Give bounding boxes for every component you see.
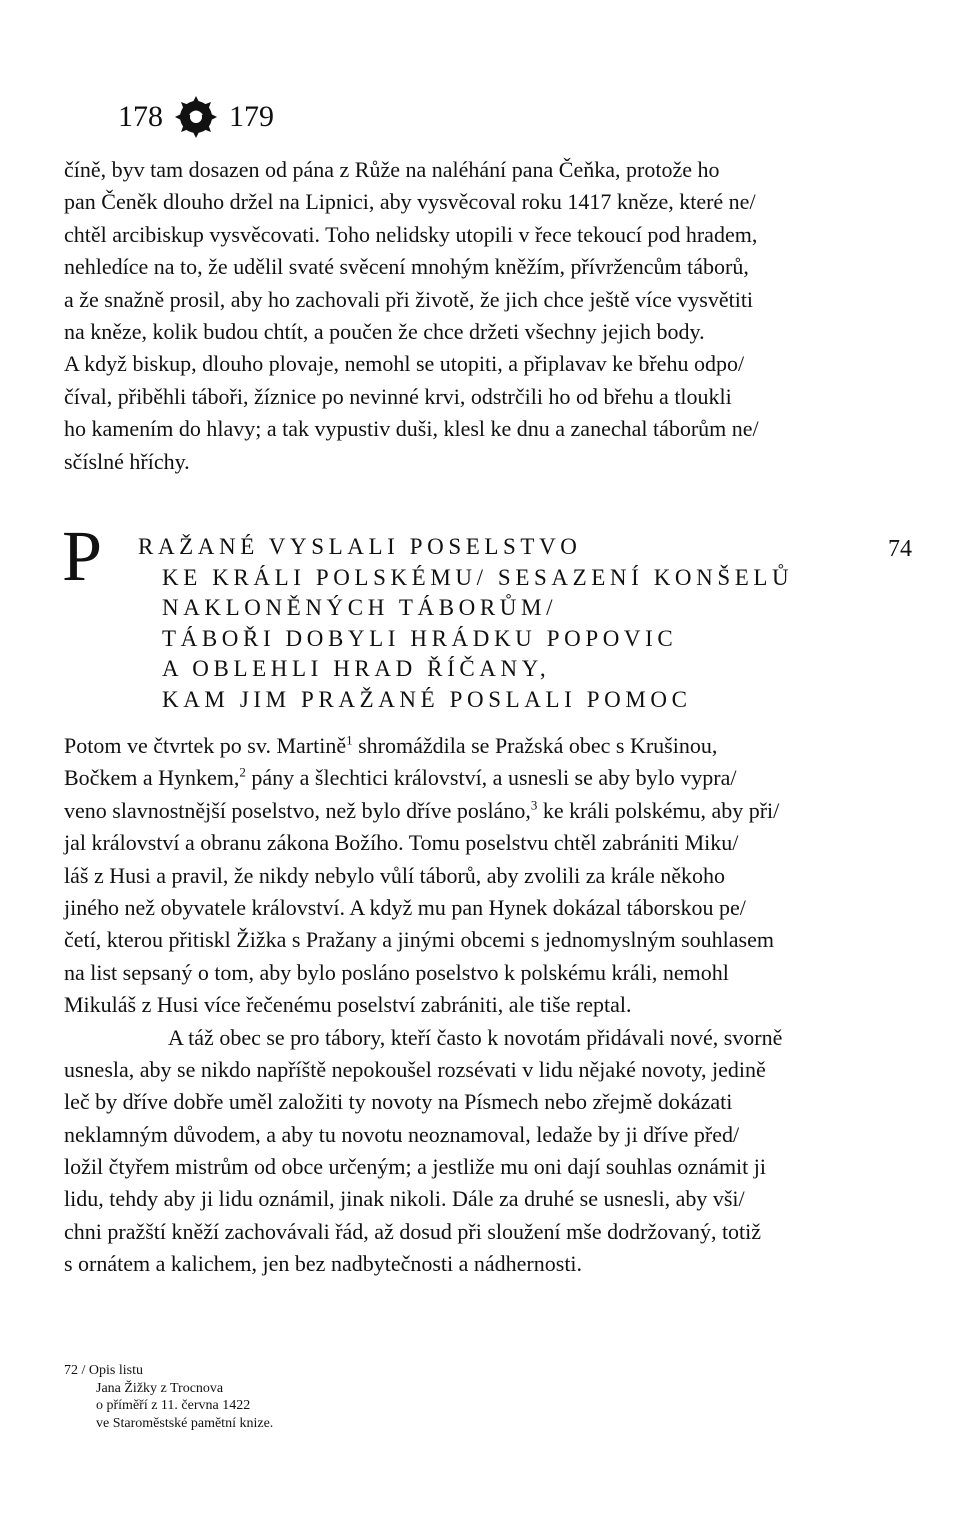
text-line: a že snažně prosil, aby ho zachovali při životě, že jich chce ještě více vysvětiti — [64, 286, 754, 312]
side-note-line: o příměří z 11. června 1422 — [96, 1398, 251, 1413]
text-line: na kněze, kolik budou chtít, a poučen že chce držeti všechny jejich body. — [64, 318, 705, 344]
text-line: ho kamením do hlavy; a tak vypustiv duši, klesl ke dnu a zanechal táborům ne/ — [64, 416, 759, 442]
chapter-title-line: KAM JIM PRAŽANÉ POSLALI POMOC — [162, 686, 692, 712]
text-line: nehledíce na to, že udělil svaté svěcení mnohým kněžím, přívržencům táborů, — [64, 254, 749, 280]
side-note-line: ve Staroměstské pamětní knize. — [96, 1415, 274, 1431]
text-segment: pány a šlechtici království, a usnesli se aby bylo vypra/ — [245, 765, 737, 791]
text-line: číně, byv tam dosazen od pána z Růže na naléhání pana Čeňka, protože ho — [64, 157, 720, 182]
chapter-title-line: KE KRÁLI POLSKÉMU/ SESAZENÍ KONŠELŮ — [162, 564, 794, 590]
text-line: ložil čtyřem mistrům od obce určeným; a jestliže mu oni dají souhlas oznámit ji — [64, 1154, 767, 1180]
text-line: Mikuláš z Husi více řečenému poselství zabrániti, ale tiše reptal. — [64, 992, 632, 1018]
page-number-right: 179 — [229, 100, 274, 133]
chapter-number: 74 — [888, 536, 912, 562]
side-note — [64, 1362, 273, 1432]
chapter-title-line: RAŽANÉ VYSLALI POSELSTVO — [138, 534, 582, 559]
text-segment: Bočkem a Hynkem, — [64, 765, 240, 791]
text-line: jal království a obranu zákona Božího. Tomu poselstvu chtěl zabrániti Miku/ — [64, 830, 739, 856]
page-number-left: 178 — [118, 100, 163, 133]
chapter-heading — [62, 516, 912, 720]
text-line: A táž obec se pro tábory, kteří často k novotám přidávali nové, svorně — [168, 1024, 783, 1050]
chapter-title-line: TÁBOŘI DOBYLI HRÁDKU POPOVIC — [162, 625, 678, 651]
text-line: usnesla, aby se nikdo napříště nepokoušel rozsévati v lidu nějaké novoty, jedině — [64, 1056, 766, 1082]
text-line: neklamným důvodem, a aby tu novotu neoznamoval, ledaže by ji dříve před/ — [64, 1121, 740, 1147]
side-note-line: 72 / Opis listu — [64, 1363, 143, 1378]
chapter-title — [138, 532, 794, 716]
chapter-title-line: NAKLONĚNÝCH TÁBORŮM/ — [162, 595, 558, 621]
text-line: pan Čeněk dlouho držel na Lipnici, aby vysvěcoval roku 1417 kněze, které ne/ — [64, 189, 756, 215]
footnote-ref: 2 — [239, 765, 246, 781]
text-line: láš z Husi a pravil, že nikdy nebylo vůlí táborů, aby zvolili za krále někoho — [64, 862, 726, 888]
text-line: chni pražští kněží zachovávali řád, až dosud při sloužení mše dodržovaný, totiž — [64, 1218, 762, 1244]
text-line: lidu, tehdy aby ji lidu oznámil, jinak nikoli. Dále za druhé se usnesli, aby vši/ — [64, 1186, 745, 1212]
paragraph-continued — [64, 154, 898, 478]
text-line: četí, kterou přitiskl Žižka s Pražany a jinými obcemi s jednomyslným souhlasem — [64, 927, 774, 953]
footnote-ref: 3 — [530, 797, 538, 813]
text-line: jiného než obyvatele království. A když mu pan Hynek dokázal táborskou pe/ — [64, 894, 746, 920]
ornament-icon — [173, 94, 219, 140]
footnote-ref: 1 — [346, 732, 353, 748]
text-line: na list sepsaný o tom, aby bylo posláno poselstvo k polskému králi, nemohl — [64, 959, 729, 985]
text-line — [64, 730, 898, 762]
drop-cap: P — [62, 516, 103, 596]
text-segment: veno slavnostnější poselstvo, než bylo dříve posláno, — [64, 797, 531, 823]
text-line: číval, přiběhli táboři, žíznice po nevinné krvi, odstrčili ho od břehu a tloukli — [64, 383, 732, 409]
chapter-title-line: A OBLEHLI HRAD ŘÍČANY, — [162, 656, 551, 682]
text-line — [64, 762, 898, 794]
chapter-body — [64, 730, 898, 1281]
page-header — [118, 92, 274, 142]
text-line: sčíslné hříchy. — [64, 448, 190, 474]
text-segment: shromáždila se Pražská obec s Krušinou, — [352, 733, 718, 758]
text-line: leč by dříve dobře uměl založiti ty novoty na Písmech nebo zřejmě dokázati — [64, 1089, 733, 1115]
text-line — [64, 795, 898, 827]
text-line: chtěl arcibiskup vysvěcovati. Toho nelidsky utopili v řece tekoucí pod hradem, — [64, 221, 758, 247]
text-segment: ke králi polskému, aby při/ — [537, 797, 780, 823]
side-note-line: Jana Žižky z Trocnova — [96, 1380, 224, 1396]
text-line: A když biskup, dlouho plovaje, nemohl se utopiti, a připlavav ke břehu odpo/ — [64, 351, 745, 377]
text-segment: Potom ve čtvrtek po sv. Martině — [64, 733, 347, 758]
text-line: s ornátem a kalichem, jen bez nadbytečnosti a nádhernosti. — [64, 1251, 583, 1277]
